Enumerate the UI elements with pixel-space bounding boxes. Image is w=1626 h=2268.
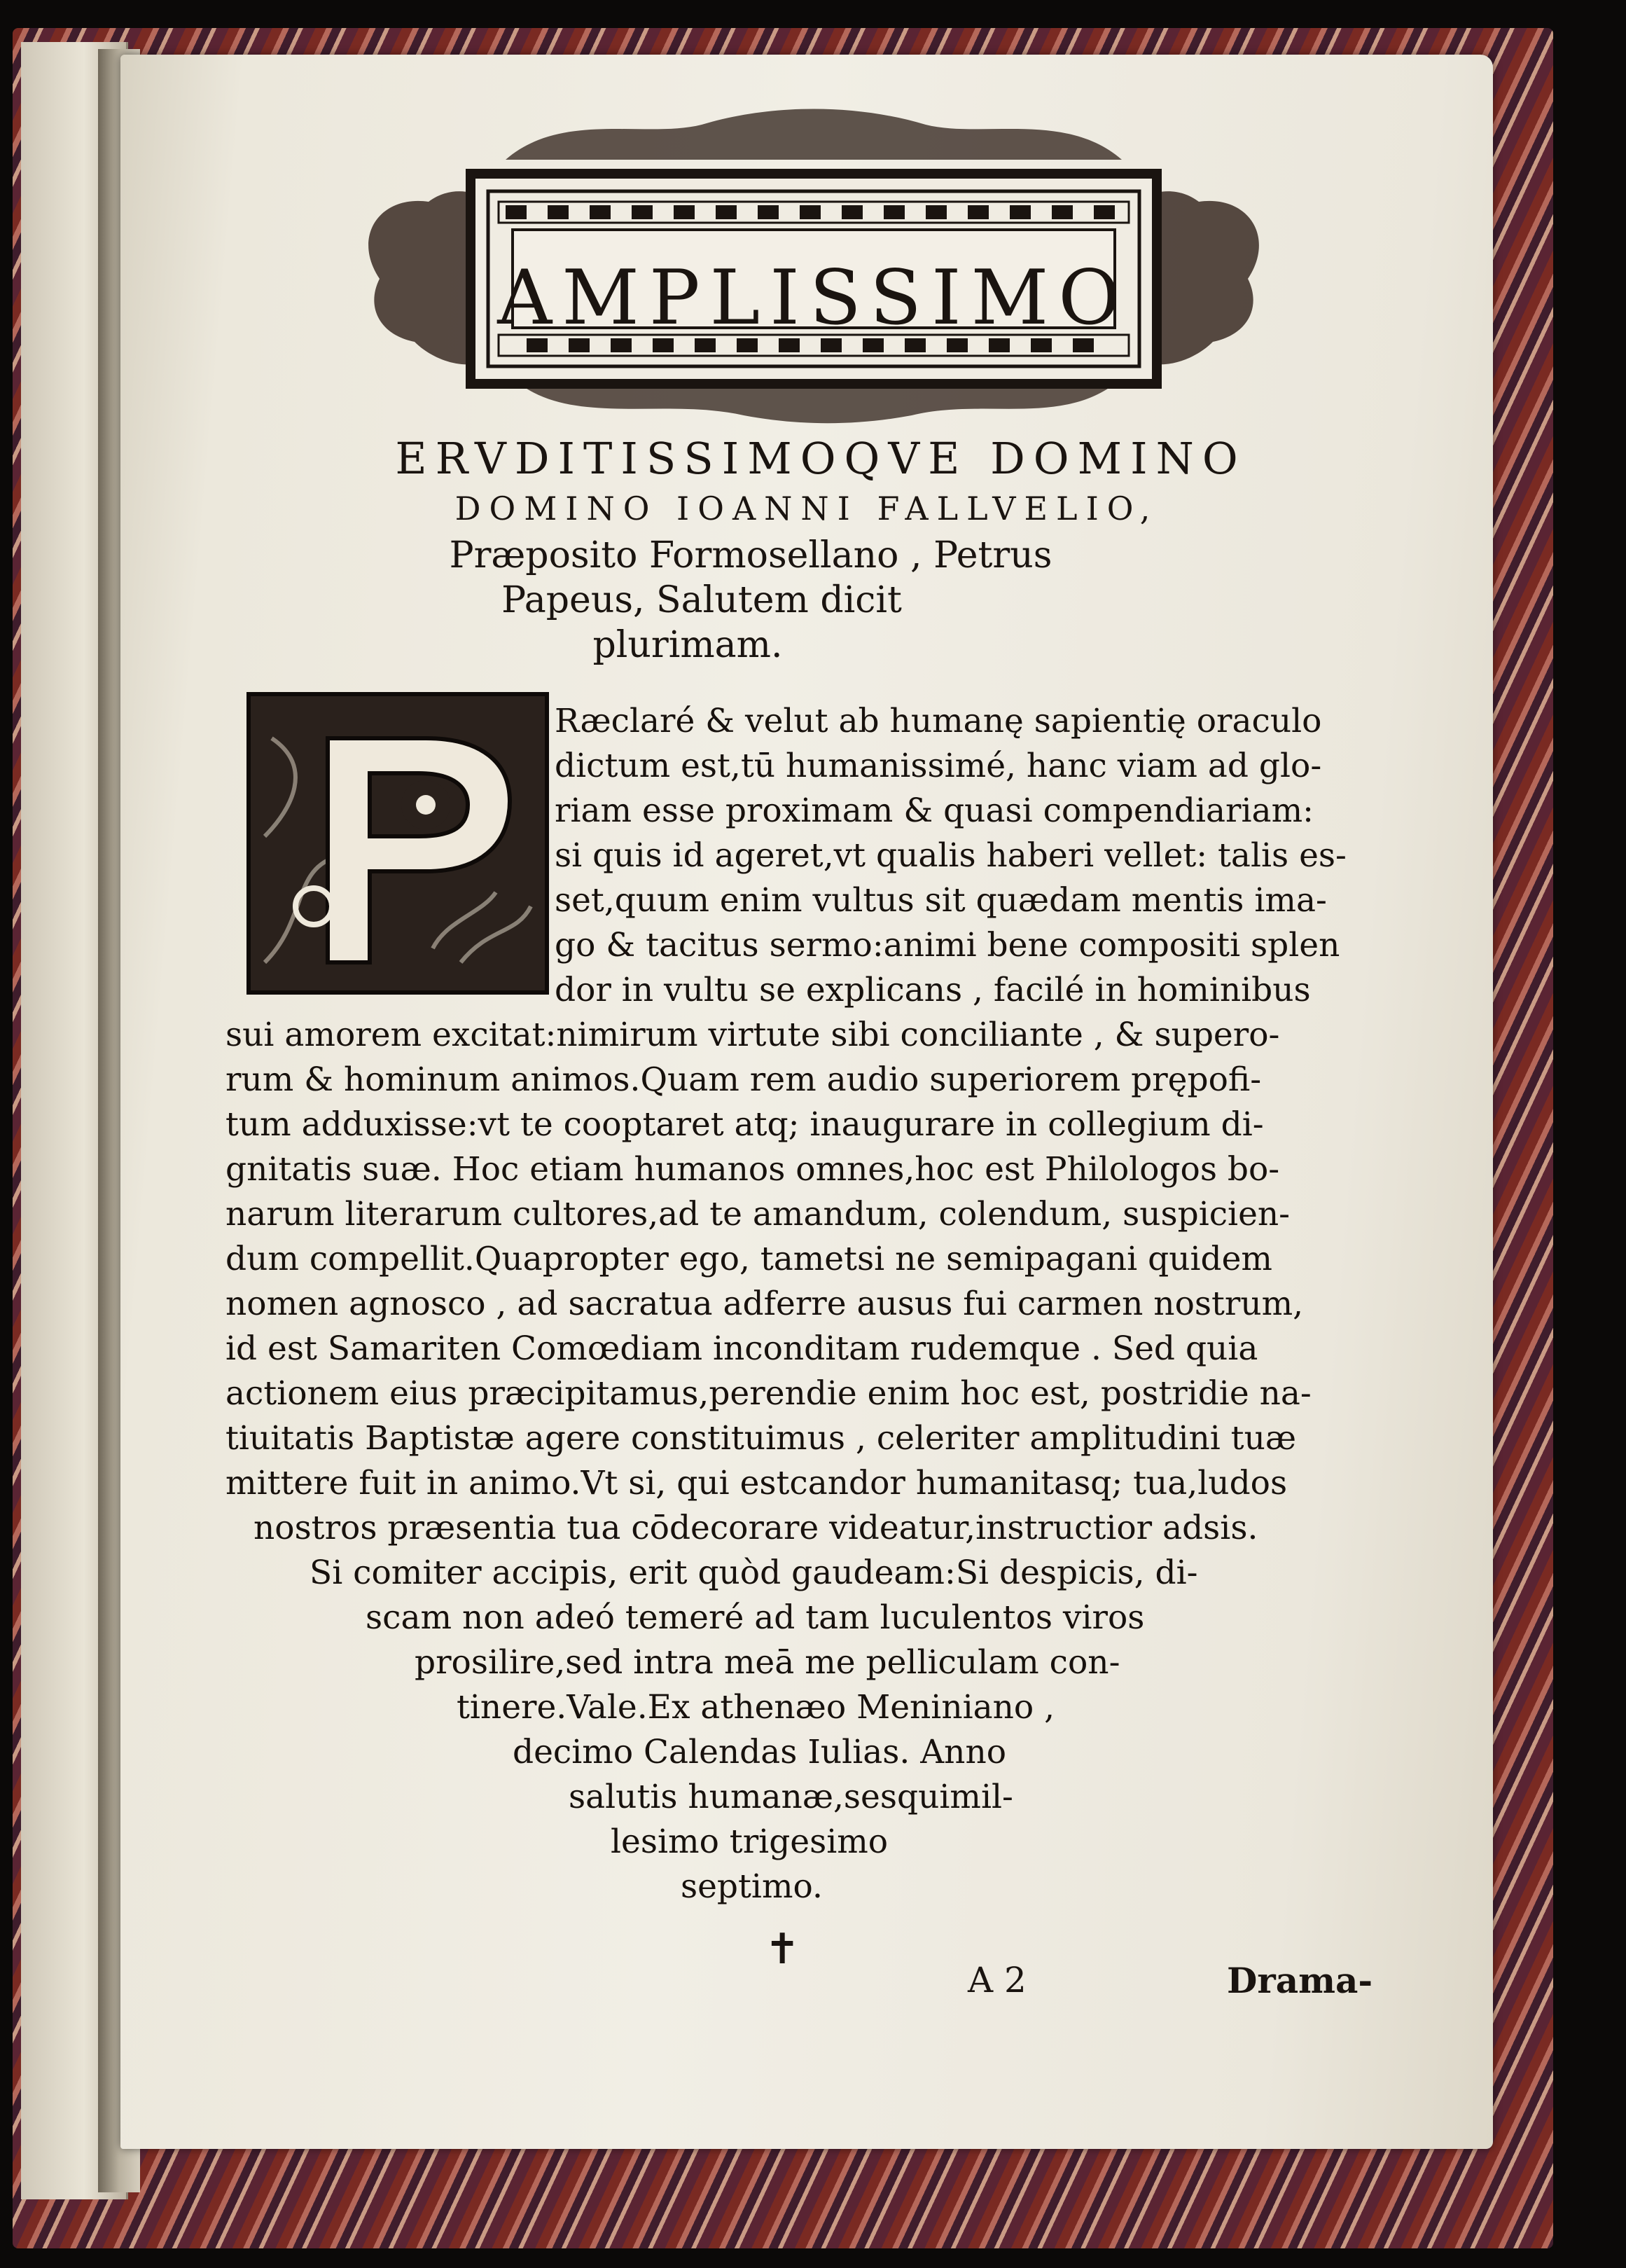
- heading-line: Præposito Formosellano , Petrus: [449, 534, 1052, 576]
- text-line: gnitatis suæ. Hoc etiam humanos omnes,hoc est Philologos bo-: [225, 1150, 1280, 1189]
- text-line: dictum est,tū humanissimé, hanc viam ad glo-: [555, 747, 1322, 785]
- text-line: nostros præsentia tua cōdecorare videatur,instructior adsis.: [253, 1509, 1258, 1547]
- text-line: tiuitatis Baptistæ agere constituimus , celeriter amplitudini tuæ: [225, 1419, 1297, 1458]
- text-line: narum literarum cultores,ad te amandum, colendum, suspicien-: [225, 1195, 1291, 1233]
- heading-line: DOMINO IOANNI FALLVELIO,: [454, 490, 1159, 527]
- text-line: rum & hominum animos.Quam rem audio superiorem prępofi-: [225, 1060, 1262, 1099]
- signature-mark: A 2: [968, 1960, 1027, 2000]
- dedication-body: [120, 55, 1493, 2149]
- text-line: lesimo trigesimo: [611, 1823, 889, 1861]
- text-line: prosilire,sed intra meā me pelliculam con-: [415, 1643, 1120, 1682]
- cross-ornament: ✝: [765, 1925, 800, 1974]
- heading-line: ERVDITISSIMOQVE DOMINO: [395, 433, 1246, 484]
- text-line: go & tacitus sermo:animi bene compositi splen: [555, 926, 1340, 964]
- text-line: sui amorem excitat:nimirum virtute sibi conciliante , & supero-: [225, 1016, 1280, 1054]
- text-line: dor in vultu se explicans , facilé in hominibus: [555, 971, 1311, 1009]
- text-line: decimo Calendas Iulias. Anno: [513, 1733, 1007, 1771]
- text-line: riam esse proximam & quasi compendiariam:: [555, 791, 1314, 830]
- text-line: mittere fuit in animo.Vt si, qui estcandor humanitasq; tua,ludos: [225, 1464, 1288, 1502]
- heading-line: plurimam.: [592, 624, 783, 666]
- text-line: si quis id ageret,vt qualis haberi vellet: talis es-: [555, 836, 1347, 875]
- catchword: Drama-: [1227, 1960, 1373, 2001]
- heading-line: Papeus, Salutem dicit: [501, 579, 902, 621]
- text-line: salutis humanæ,sesquimil-: [569, 1778, 1013, 1816]
- text-line: Ræclaré & velut ab humanę sapientię oraculo: [555, 702, 1322, 740]
- text-line: septimo.: [681, 1867, 823, 1906]
- text-line: tum adduxisse:vt te cooptaret atq; inaugurare in collegium di-: [225, 1105, 1264, 1144]
- text-line: tinere.Vale.Ex athenæo Meniniano ,: [457, 1688, 1055, 1727]
- page-title: AMPLISSIMO: [497, 254, 1130, 342]
- text-line: scam non adeó temeré ad tam luculentos viros: [366, 1598, 1145, 1637]
- text-line: Si comiter accipis, erit quòd gaudeam:Si despicis, di-: [310, 1554, 1198, 1592]
- book-page: [120, 55, 1493, 2149]
- text-line: id est Samariten Comœdiam inconditam rudemque . Sed quia: [225, 1329, 1258, 1368]
- text-line: actionem eius præcipitamus,perendie enim hoc est, postridie na-: [225, 1374, 1312, 1413]
- text-line: nomen agnosco , ad sacratua adferre ausus fui carmen nostrum,: [225, 1285, 1304, 1323]
- text-line: set,quum enim vultus sit quædam mentis ima-: [555, 881, 1327, 920]
- text-line: dum compellit.Quapropter ego, tametsi ne semipagani quidem: [225, 1240, 1272, 1278]
